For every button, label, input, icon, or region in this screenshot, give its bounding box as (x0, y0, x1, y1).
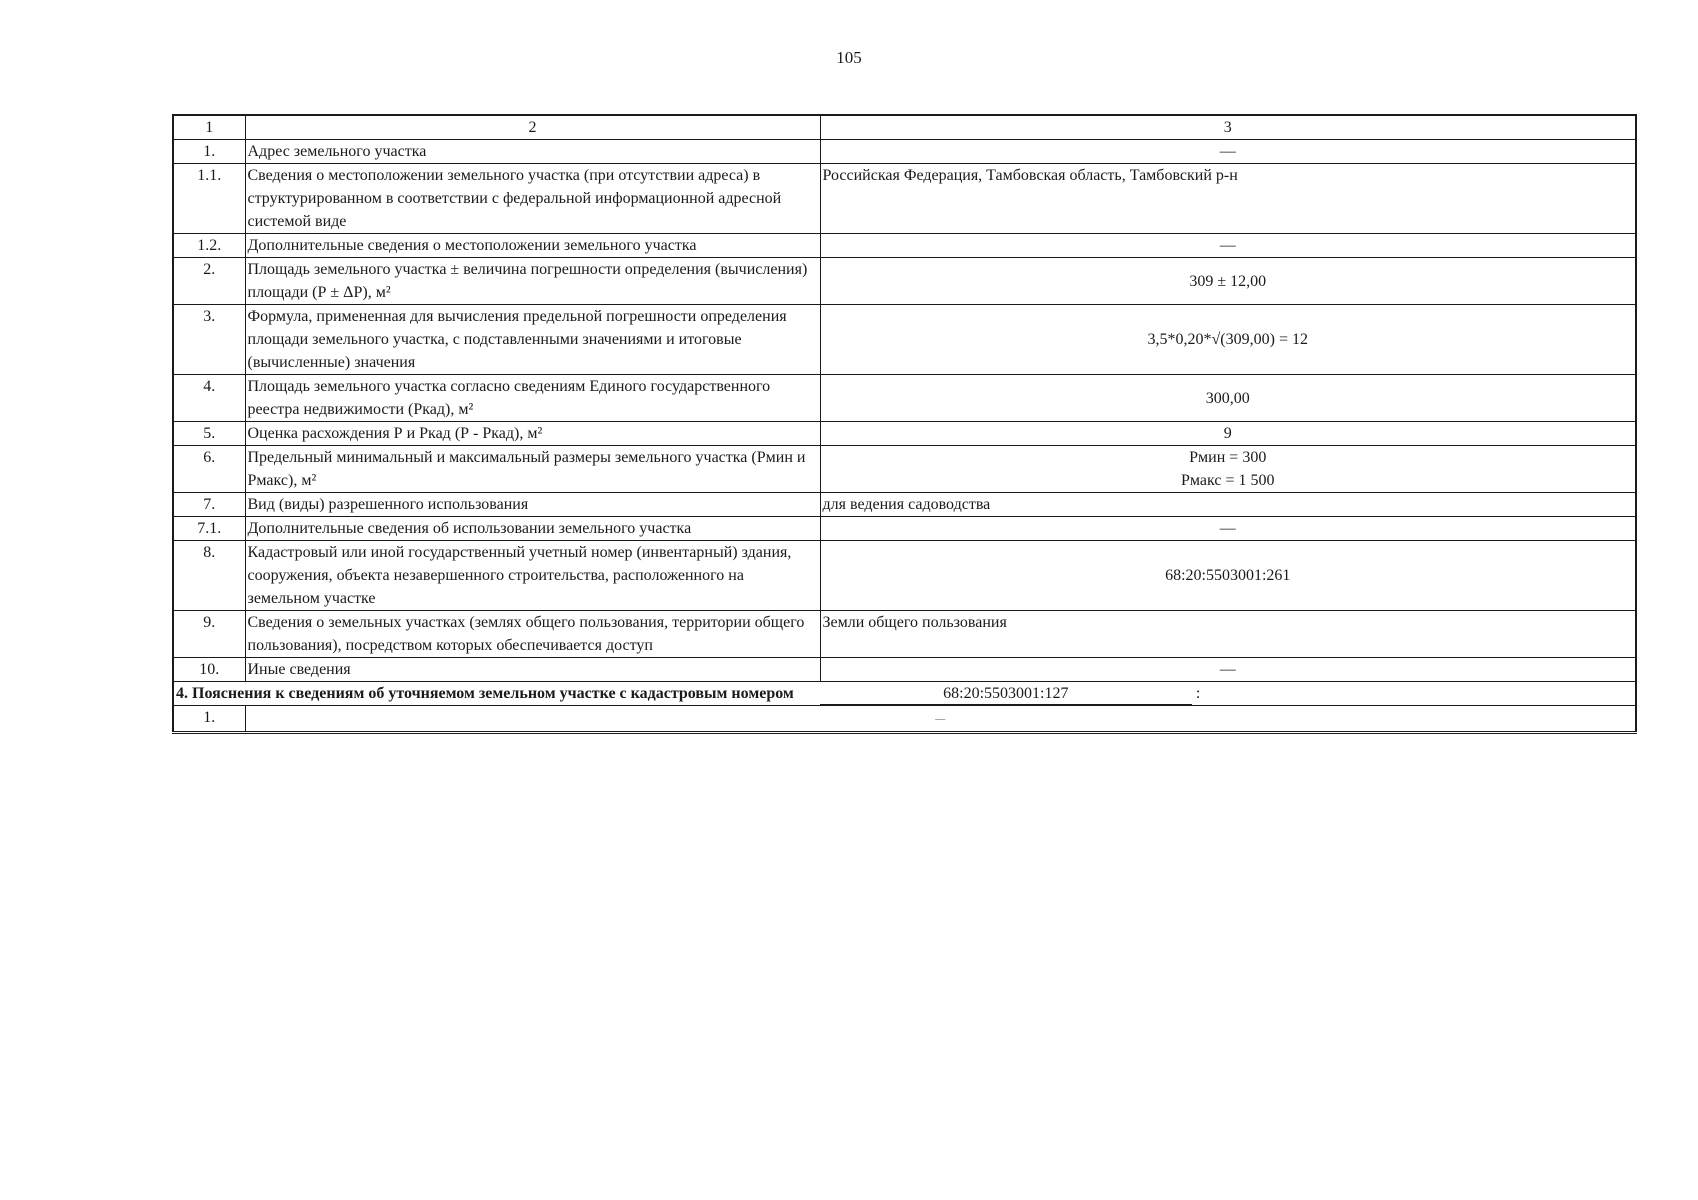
header-cell-3: 3 (820, 115, 1636, 140)
row-number: 1.1. (173, 164, 245, 234)
row-description: Сведения о местоположении земельного участка (при отсутствии адреса) в структурированном в соответствии с федеральной информационной адресной системой виде (245, 164, 820, 234)
page-number: 105 (836, 48, 862, 67)
row-number: 10. (173, 658, 245, 682)
table-row (173, 258, 1636, 305)
row-description: Адрес земельного участка (245, 140, 820, 164)
row-description: Формула, примененная для вычисления предельной погрешности определения площади земельного участка, с подставленными значениями и итоговые (вычисленные) значения (245, 305, 820, 375)
row-value (245, 706, 1636, 733)
row-description: Вид (виды) разрешенного использования (245, 493, 820, 517)
land-plot-info-table (172, 114, 1637, 734)
row-value: 300,00 (820, 375, 1636, 422)
row-number: 5. (173, 422, 245, 446)
row-value (820, 446, 1636, 493)
row-number: 9. (173, 611, 245, 658)
row-value: для ведения садоводства (820, 493, 1636, 517)
row-description: Иные сведения (245, 658, 820, 682)
table-row (173, 706, 1636, 733)
row-description: Площадь земельного участка ± величина погрешности определения (вычисления) площади (Р ± ΔР), м² (245, 258, 820, 305)
table-row (173, 446, 1636, 493)
section-4-heading-row (173, 682, 1636, 706)
empty-value-dash: — (935, 714, 946, 725)
table-row (173, 493, 1636, 517)
row-description: Оценка расхождения Р и Ркад (Р - Ркад), м² (245, 422, 820, 446)
row-value: 68:20:5503001:261 (820, 541, 1636, 611)
row-number: 1.2. (173, 234, 245, 258)
row-value: — (820, 517, 1636, 541)
row-description: Дополнительные сведения о местоположении земельного участка (245, 234, 820, 258)
row-number: 3. (173, 305, 245, 375)
max-size-value: Рмакс = 1 500 (1180, 472, 1275, 489)
table-row (173, 375, 1636, 422)
row-number: 1. (173, 706, 245, 733)
row-value: 9 (820, 422, 1636, 446)
header-cell-1: 1 (173, 115, 245, 140)
row-number: 6. (173, 446, 245, 493)
row-value: — (820, 658, 1636, 682)
row-number: 7.1. (173, 517, 245, 541)
section-4-heading (173, 682, 1636, 706)
section-4-title: 4. Пояснения к сведениям об уточняемом земельном участке с кадастровым номером (176, 685, 794, 702)
table-row (173, 517, 1636, 541)
table-row (173, 541, 1636, 611)
table-row (173, 234, 1636, 258)
table-row (173, 422, 1636, 446)
row-value: Земли общего пользования (820, 611, 1636, 658)
row-number: 7. (173, 493, 245, 517)
row-value: — (820, 140, 1636, 164)
row-number: 4. (173, 375, 245, 422)
row-description: Площадь земельного участка согласно сведениям Единого государственного реестра недвижимости (Ркад), м² (245, 375, 820, 422)
table-header-row (173, 115, 1636, 140)
row-value: 3,5*0,20*√(309,00) = 12 (820, 305, 1636, 375)
header-cell-2: 2 (245, 115, 820, 140)
row-description: Сведения о земельных участках (землях общего пользования, территории общего пользования), посредством которых обеспечивается доступ (245, 611, 820, 658)
table-row (173, 164, 1636, 234)
row-value: — (820, 234, 1636, 258)
row-number: 8. (173, 541, 245, 611)
row-description: Дополнительные сведения об использовании земельного участка (245, 517, 820, 541)
table-row (173, 611, 1636, 658)
table-row (173, 140, 1636, 164)
row-value: 309 ± 12,00 (820, 258, 1636, 305)
section-4-colon: : (1195, 685, 1201, 702)
section-4-cadastral-number: 68:20:5503001:127 (820, 683, 1192, 705)
row-value: Российская Федерация, Тамбовская область, Тамбовский р-н (820, 164, 1636, 234)
min-size-value: Рмин = 300 (1189, 449, 1267, 466)
table-row (173, 305, 1636, 375)
row-number: 1. (173, 140, 245, 164)
row-number: 2. (173, 258, 245, 305)
row-description: Кадастровый или иной государственный учетный номер (инвентарный) здания, сооружения, объекта незавершенного строительства, расположенного на земельном участке (245, 541, 820, 611)
row-description: Предельный минимальный и максимальный размеры земельного участка (Рмин и Рмакс), м² (245, 446, 820, 493)
table-row (173, 658, 1636, 682)
